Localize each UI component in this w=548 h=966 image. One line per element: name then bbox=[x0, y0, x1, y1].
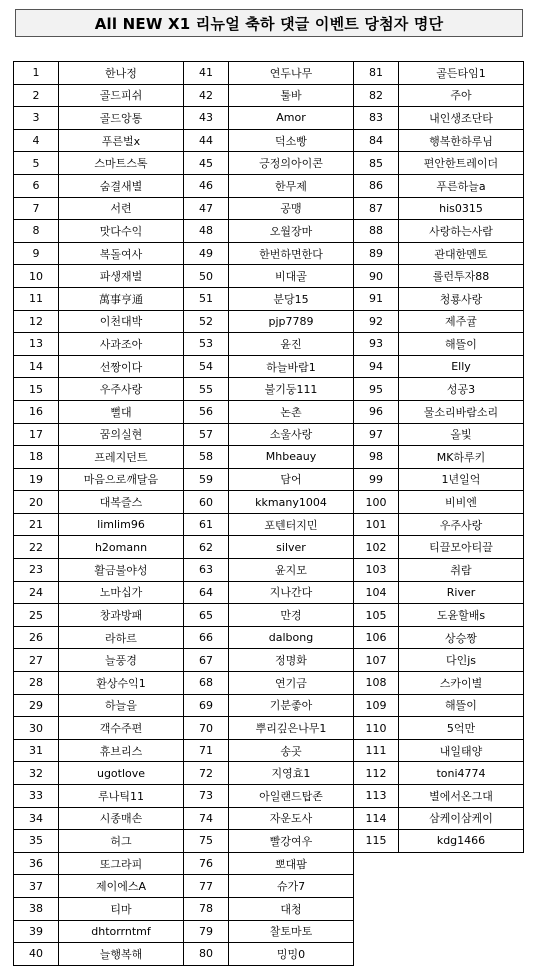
winner-nickname: MK하루키 bbox=[399, 446, 524, 469]
winner-number: 34 bbox=[14, 807, 59, 830]
winner-number: 13 bbox=[14, 333, 59, 356]
winner-nickname: kkmany1004 bbox=[229, 491, 354, 514]
winner-number: 70 bbox=[184, 717, 229, 740]
winner-nickname: 관대한멘토 bbox=[399, 242, 524, 265]
winner-nickname: 뽀대팜 bbox=[229, 852, 354, 875]
winner-nickname: 공맹 bbox=[229, 197, 354, 220]
winner-number: 38 bbox=[14, 897, 59, 920]
table-row bbox=[14, 649, 524, 672]
winner-number: 4 bbox=[14, 129, 59, 152]
table-row bbox=[14, 220, 524, 243]
winner-number: 74 bbox=[184, 807, 229, 830]
winner-number: 53 bbox=[184, 333, 229, 356]
winner-number: 40 bbox=[14, 943, 59, 966]
winner-nickname: toni4774 bbox=[399, 762, 524, 785]
winner-nickname: limlim96 bbox=[59, 513, 184, 536]
winner-number: 10 bbox=[14, 265, 59, 288]
winner-nickname: 덕소빵 bbox=[229, 129, 354, 152]
winner-nickname: 스마트스톡 bbox=[59, 152, 184, 175]
winner-nickname: 밍밍0 bbox=[229, 943, 354, 966]
table-row bbox=[14, 468, 524, 491]
winner-number: 103 bbox=[354, 559, 399, 582]
winner-number: 60 bbox=[184, 491, 229, 514]
winner-nickname: 연기금 bbox=[229, 672, 354, 695]
winner-number: 41 bbox=[184, 62, 229, 85]
winner-nickname: 불기둥111 bbox=[229, 378, 354, 401]
table-row bbox=[14, 672, 524, 695]
table-row bbox=[14, 604, 524, 627]
winner-number: 28 bbox=[14, 672, 59, 695]
winner-number: 57 bbox=[184, 423, 229, 446]
winner-nickname: 물소리바람소리 bbox=[399, 400, 524, 423]
winner-number: 9 bbox=[14, 242, 59, 265]
winner-nickname: Elly bbox=[399, 355, 524, 378]
winner-nickname: 제이에스A bbox=[59, 875, 184, 898]
table-row bbox=[14, 581, 524, 604]
winner-nickname: 한나정 bbox=[59, 62, 184, 85]
winner-number: 3 bbox=[14, 107, 59, 130]
table-row bbox=[14, 694, 524, 717]
winner-number: 36 bbox=[14, 852, 59, 875]
winner-nickname: 푸른벌x bbox=[59, 129, 184, 152]
winner-nickname: 사과조아 bbox=[59, 333, 184, 356]
table-row bbox=[14, 197, 524, 220]
table-row bbox=[14, 355, 524, 378]
winner-nickname: h2omann bbox=[59, 536, 184, 559]
table-row bbox=[14, 423, 524, 446]
winner-number: 20 bbox=[14, 491, 59, 514]
winner-nickname: 내인생조단타 bbox=[399, 107, 524, 130]
winner-number: 2 bbox=[14, 84, 59, 107]
winner-nickname: 1년일억 bbox=[399, 468, 524, 491]
winner-number: 37 bbox=[14, 875, 59, 898]
winner-number: 14 bbox=[14, 355, 59, 378]
winner-nickname: 스카이별 bbox=[399, 672, 524, 695]
winner-nickname: Amor bbox=[229, 107, 354, 130]
winner-number: 65 bbox=[184, 604, 229, 627]
winner-number: 69 bbox=[184, 694, 229, 717]
winner-nickname: 숨결새별 bbox=[59, 174, 184, 197]
winners-table bbox=[13, 61, 524, 966]
winner-nickname: 대청 bbox=[229, 897, 354, 920]
winner-nickname: dalbong bbox=[229, 626, 354, 649]
winner-number: 83 bbox=[354, 107, 399, 130]
winner-nickname: 우주사랑 bbox=[399, 513, 524, 536]
table-row bbox=[14, 513, 524, 536]
table-row bbox=[14, 333, 524, 356]
winner-number: 48 bbox=[184, 220, 229, 243]
winner-number: 22 bbox=[14, 536, 59, 559]
winner-nickname: 선짱이다 bbox=[59, 355, 184, 378]
table-row bbox=[14, 491, 524, 514]
empty-cell bbox=[354, 920, 399, 943]
winner-nickname: 5억만 bbox=[399, 717, 524, 740]
winner-number: 111 bbox=[354, 739, 399, 762]
winner-number: 64 bbox=[184, 581, 229, 604]
winner-number: 106 bbox=[354, 626, 399, 649]
winner-number: 88 bbox=[354, 220, 399, 243]
winner-nickname: 도윤할배s bbox=[399, 604, 524, 627]
winner-nickname: 논촌 bbox=[229, 400, 354, 423]
winner-number: 62 bbox=[184, 536, 229, 559]
winner-nickname: 해뜰이 bbox=[399, 694, 524, 717]
winner-nickname: 상승짱 bbox=[399, 626, 524, 649]
winner-number: 26 bbox=[14, 626, 59, 649]
winner-number: 16 bbox=[14, 400, 59, 423]
winner-nickname: 취람 bbox=[399, 559, 524, 582]
table-row bbox=[14, 897, 524, 920]
winner-nickname: 정명화 bbox=[229, 649, 354, 672]
winner-number: 11 bbox=[14, 287, 59, 310]
winner-nickname: 꿈의실현 bbox=[59, 423, 184, 446]
winner-nickname: 다인js bbox=[399, 649, 524, 672]
winner-number: 73 bbox=[184, 785, 229, 808]
winner-nickname: 대복즐스 bbox=[59, 491, 184, 514]
winner-number: 90 bbox=[354, 265, 399, 288]
winner-nickname: 또그라피 bbox=[59, 852, 184, 875]
winner-number: 42 bbox=[184, 84, 229, 107]
table-row bbox=[14, 626, 524, 649]
winner-nickname: 비대골 bbox=[229, 265, 354, 288]
winner-number: 71 bbox=[184, 739, 229, 762]
table-row bbox=[14, 943, 524, 966]
winner-nickname: 올빛 bbox=[399, 423, 524, 446]
winner-nickname: 편안한트레이더 bbox=[399, 152, 524, 175]
winner-number: 18 bbox=[14, 446, 59, 469]
winner-number: 89 bbox=[354, 242, 399, 265]
winner-nickname: 푸른하늘a bbox=[399, 174, 524, 197]
winner-number: 63 bbox=[184, 559, 229, 582]
winner-number: 56 bbox=[184, 400, 229, 423]
table-row bbox=[14, 920, 524, 943]
winners-table-body bbox=[14, 62, 524, 966]
winner-nickname: 행복한하루님 bbox=[399, 129, 524, 152]
winner-nickname: kdg1466 bbox=[399, 830, 524, 853]
winner-nickname: 서련 bbox=[59, 197, 184, 220]
winner-nickname: 루나틱11 bbox=[59, 785, 184, 808]
table-row bbox=[14, 875, 524, 898]
winner-nickname: silver bbox=[229, 536, 354, 559]
winner-number: 6 bbox=[14, 174, 59, 197]
winner-number: 7 bbox=[14, 197, 59, 220]
table-row bbox=[14, 807, 524, 830]
winner-nickname: 시종매손 bbox=[59, 807, 184, 830]
winner-number: 100 bbox=[354, 491, 399, 514]
empty-cell bbox=[399, 920, 524, 943]
winner-number: 54 bbox=[184, 355, 229, 378]
winner-nickname: 늘풍경 bbox=[59, 649, 184, 672]
winner-nickname: 롤런투자88 bbox=[399, 265, 524, 288]
winner-number: 102 bbox=[354, 536, 399, 559]
winner-nickname: 객수주편 bbox=[59, 717, 184, 740]
winner-nickname: dhtorrntmf bbox=[59, 920, 184, 943]
table-row bbox=[14, 717, 524, 740]
winner-number: 30 bbox=[14, 717, 59, 740]
empty-cell bbox=[354, 943, 399, 966]
winner-number: 109 bbox=[354, 694, 399, 717]
winner-nickname: 연두나무 bbox=[229, 62, 354, 85]
winner-nickname: 주아 bbox=[399, 84, 524, 107]
winner-number: 1 bbox=[14, 62, 59, 85]
winner-nickname: 하늘을 bbox=[59, 694, 184, 717]
winner-number: 29 bbox=[14, 694, 59, 717]
winner-nickname: 툴바 bbox=[229, 84, 354, 107]
winner-number: 85 bbox=[354, 152, 399, 175]
table-row bbox=[14, 446, 524, 469]
winner-number: 92 bbox=[354, 310, 399, 333]
winner-number: 86 bbox=[354, 174, 399, 197]
winner-number: 5 bbox=[14, 152, 59, 175]
table-row bbox=[14, 762, 524, 785]
winner-number: 68 bbox=[184, 672, 229, 695]
winner-nickname: his0315 bbox=[399, 197, 524, 220]
table-row bbox=[14, 129, 524, 152]
winner-number: 49 bbox=[184, 242, 229, 265]
winner-nickname: 기분좋아 bbox=[229, 694, 354, 717]
winner-nickname: 복돌여사 bbox=[59, 242, 184, 265]
winner-nickname: 한번하면한다 bbox=[229, 242, 354, 265]
winner-nickname: ugotlove bbox=[59, 762, 184, 785]
table-row bbox=[14, 287, 524, 310]
winner-nickname: 골드피쉬 bbox=[59, 84, 184, 107]
winner-nickname: 프레지던트 bbox=[59, 446, 184, 469]
winner-number: 91 bbox=[354, 287, 399, 310]
winner-nickname: 허그 bbox=[59, 830, 184, 853]
winner-nickname: 성공3 bbox=[399, 378, 524, 401]
winner-number: 67 bbox=[184, 649, 229, 672]
winner-number: 50 bbox=[184, 265, 229, 288]
winner-number: 87 bbox=[354, 197, 399, 220]
winner-nickname: 마음으로깨달음 bbox=[59, 468, 184, 491]
empty-cell bbox=[354, 897, 399, 920]
table-row bbox=[14, 107, 524, 130]
winner-number: 55 bbox=[184, 378, 229, 401]
winner-nickname: 뿌리깊은나무1 bbox=[229, 717, 354, 740]
winner-nickname: 휴브리스 bbox=[59, 739, 184, 762]
winner-nickname: 긍정의아이콘 bbox=[229, 152, 354, 175]
winner-nickname: 티마 bbox=[59, 897, 184, 920]
winner-nickname: 아일랜드탑존 bbox=[229, 785, 354, 808]
table-row bbox=[14, 152, 524, 175]
winner-number: 107 bbox=[354, 649, 399, 672]
winner-number: 76 bbox=[184, 852, 229, 875]
winner-nickname: 삼케이삼케이 bbox=[399, 807, 524, 830]
winner-number: 77 bbox=[184, 875, 229, 898]
winner-nickname: 이천대박 bbox=[59, 310, 184, 333]
winner-number: 104 bbox=[354, 581, 399, 604]
table-row bbox=[14, 739, 524, 762]
winner-nickname: 사랑하는사람 bbox=[399, 220, 524, 243]
winner-nickname: 송곳 bbox=[229, 739, 354, 762]
table-row bbox=[14, 174, 524, 197]
winner-number: 108 bbox=[354, 672, 399, 695]
winner-number: 115 bbox=[354, 830, 399, 853]
winner-number: 98 bbox=[354, 446, 399, 469]
winner-number: 99 bbox=[354, 468, 399, 491]
winner-nickname: 萬事亨通 bbox=[59, 287, 184, 310]
table-row bbox=[14, 852, 524, 875]
table-row bbox=[14, 830, 524, 853]
winner-number: 72 bbox=[184, 762, 229, 785]
winner-nickname: 늘행복해 bbox=[59, 943, 184, 966]
winner-nickname: 골드앙통 bbox=[59, 107, 184, 130]
winner-nickname: 골든타임1 bbox=[399, 62, 524, 85]
winner-number: 101 bbox=[354, 513, 399, 536]
winner-nickname: 맛다수익 bbox=[59, 220, 184, 243]
winner-number: 61 bbox=[184, 513, 229, 536]
page-title: All NEW X1 리뉴얼 축하 댓글 이벤트 당첨자 명단 bbox=[15, 9, 523, 37]
winner-nickname: 오월장마 bbox=[229, 220, 354, 243]
winner-number: 79 bbox=[184, 920, 229, 943]
winner-number: 35 bbox=[14, 830, 59, 853]
winner-number: 66 bbox=[184, 626, 229, 649]
table-row bbox=[14, 242, 524, 265]
winner-number: 46 bbox=[184, 174, 229, 197]
winner-nickname: 비비엔 bbox=[399, 491, 524, 514]
winner-number: 95 bbox=[354, 378, 399, 401]
table-row bbox=[14, 785, 524, 808]
winner-nickname: 포텐터지민 bbox=[229, 513, 354, 536]
winner-number: 32 bbox=[14, 762, 59, 785]
winner-number: 59 bbox=[184, 468, 229, 491]
winner-number: 24 bbox=[14, 581, 59, 604]
winner-number: 93 bbox=[354, 333, 399, 356]
table-row bbox=[14, 400, 524, 423]
winner-number: 51 bbox=[184, 287, 229, 310]
table-row bbox=[14, 378, 524, 401]
table-row bbox=[14, 536, 524, 559]
winner-nickname: 슈가7 bbox=[229, 875, 354, 898]
winner-nickname: Mhbeauy bbox=[229, 446, 354, 469]
winner-number: 25 bbox=[14, 604, 59, 627]
winner-nickname: 뻘대 bbox=[59, 400, 184, 423]
winner-nickname: 한무제 bbox=[229, 174, 354, 197]
winner-number: 47 bbox=[184, 197, 229, 220]
winner-number: 44 bbox=[184, 129, 229, 152]
winner-number: 33 bbox=[14, 785, 59, 808]
empty-cell bbox=[399, 943, 524, 966]
winner-number: 82 bbox=[354, 84, 399, 107]
winner-number: 110 bbox=[354, 717, 399, 740]
winner-number: 96 bbox=[354, 400, 399, 423]
winner-nickname: 하늘바람1 bbox=[229, 355, 354, 378]
winner-nickname: 빨강여우 bbox=[229, 830, 354, 853]
winner-nickname: River bbox=[399, 581, 524, 604]
winner-nickname: 라하르 bbox=[59, 626, 184, 649]
winner-nickname: 찰토마토 bbox=[229, 920, 354, 943]
winner-number: 112 bbox=[354, 762, 399, 785]
empty-cell bbox=[354, 852, 399, 875]
winner-nickname: 담어 bbox=[229, 468, 354, 491]
winner-nickname: 별에서온그대 bbox=[399, 785, 524, 808]
empty-cell bbox=[399, 852, 524, 875]
winner-nickname: 분당15 bbox=[229, 287, 354, 310]
winner-number: 94 bbox=[354, 355, 399, 378]
winner-nickname: 창과방패 bbox=[59, 604, 184, 627]
winner-nickname: 환상수익1 bbox=[59, 672, 184, 695]
winner-number: 27 bbox=[14, 649, 59, 672]
winner-nickname: 해뜰이 bbox=[399, 333, 524, 356]
winner-number: 105 bbox=[354, 604, 399, 627]
empty-cell bbox=[354, 875, 399, 898]
table-row bbox=[14, 265, 524, 288]
empty-cell bbox=[399, 875, 524, 898]
winner-number: 15 bbox=[14, 378, 59, 401]
winner-nickname: 티끌모아티끌 bbox=[399, 536, 524, 559]
winner-nickname: 지영효1 bbox=[229, 762, 354, 785]
table-row bbox=[14, 84, 524, 107]
winner-number: 113 bbox=[354, 785, 399, 808]
winner-nickname: 우주사랑 bbox=[59, 378, 184, 401]
winner-nickname: 소울사랑 bbox=[229, 423, 354, 446]
empty-cell bbox=[399, 897, 524, 920]
winner-number: 8 bbox=[14, 220, 59, 243]
table-row bbox=[14, 62, 524, 85]
winner-number: 78 bbox=[184, 897, 229, 920]
winner-number: 80 bbox=[184, 943, 229, 966]
winner-nickname: 윤지모 bbox=[229, 559, 354, 582]
winner-nickname: 윤진 bbox=[229, 333, 354, 356]
winner-number: 52 bbox=[184, 310, 229, 333]
winner-number: 84 bbox=[354, 129, 399, 152]
winner-nickname: 파생재벌 bbox=[59, 265, 184, 288]
winner-number: 43 bbox=[184, 107, 229, 130]
winner-number: 19 bbox=[14, 468, 59, 491]
winner-nickname: 자운도사 bbox=[229, 807, 354, 830]
winner-nickname: 제주귤 bbox=[399, 310, 524, 333]
winner-nickname: 활금불야성 bbox=[59, 559, 184, 582]
winner-nickname: 내일태양 bbox=[399, 739, 524, 762]
winner-nickname: 청룡사랑 bbox=[399, 287, 524, 310]
winner-number: 39 bbox=[14, 920, 59, 943]
winner-nickname: pjp7789 bbox=[229, 310, 354, 333]
winner-nickname: 만경 bbox=[229, 604, 354, 627]
table-row bbox=[14, 310, 524, 333]
winner-number: 114 bbox=[354, 807, 399, 830]
table-row bbox=[14, 559, 524, 582]
winner-number: 81 bbox=[354, 62, 399, 85]
winner-number: 45 bbox=[184, 152, 229, 175]
winner-nickname: 지나간다 bbox=[229, 581, 354, 604]
winner-number: 31 bbox=[14, 739, 59, 762]
winner-number: 58 bbox=[184, 446, 229, 469]
winner-number: 23 bbox=[14, 559, 59, 582]
winner-number: 97 bbox=[354, 423, 399, 446]
winner-number: 17 bbox=[14, 423, 59, 446]
winner-number: 75 bbox=[184, 830, 229, 853]
winner-number: 21 bbox=[14, 513, 59, 536]
winner-nickname: 노마십가 bbox=[59, 581, 184, 604]
winner-number: 12 bbox=[14, 310, 59, 333]
